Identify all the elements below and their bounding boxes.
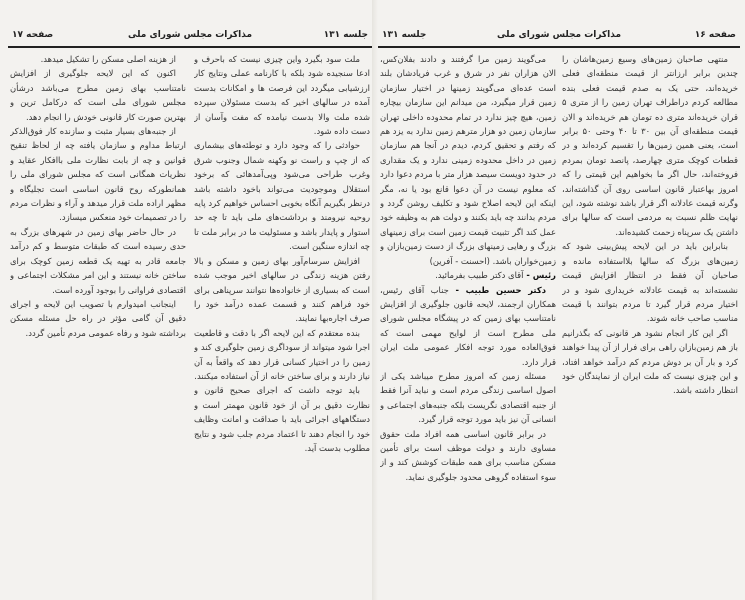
- paragraph: باید توجه داشت که اجرای صحیح قانون و نظارت دقیق بر آن از خود قانون مهمتر است و دستگاههای اجرائی باید با صداقت و امانت وظایف خود را انجام دهند تا اعتماد مردم جلب شود و نتایج مطلوب بدست آید.: [194, 385, 370, 453]
- paragraph: افزایش سرسام‌آور بهای زمین و مسکن و بالا رفتن هزینه زندگی در سالهای اخیر موجب شده است که بسیاری از خانواده‌ها نتوانند سرپناهی برای خود فراهم کنند و قسمت عمده درآمد خود را صرف اجاره‌بها نمایند.: [194, 255, 370, 324]
- page-number: صفحه ۱۶: [694, 30, 736, 40]
- paragraph: در برابر قانون اساسی همه افراد ملت حقوق مساوی دارند و دولت موظف است برای تأمین مسکن مناسب برای همه طبقات کوشش کند و از سوء استفاده گروهی محدود جلوگیری نماید.: [380, 428, 556, 482]
- paragraph: در حال حاضر بهای زمین در شهرهای بزرگ به حدی رسیده است که طبقات متوسط و کم درآمد جامعه قادر به تهیه یک قطعه زمین کوچک برای ساختن خانه نیستند و این امر مشکلات اجتماعی و اقتصادی فراوانی را بوجود آورده است.: [10, 226, 186, 295]
- text-column-left: [380, 52, 556, 592]
- page-number: صفحه ۱۷: [12, 30, 54, 40]
- paragraph: اکنون که این لایحه جلوگیری از افزایش نامتناسب بهای زمین مطرح می‌باشد درشأن مجلس شورای ملی است که درکامل ترین و بهترین صورت کار قانونی خودش را انجام دهد.: [10, 68, 186, 122]
- text-column-left: [10, 52, 186, 592]
- paragraph: اگر این کار انجام نشود هر قانونی که بگذرانیم باز هم زمین‌بازان راهی برای فرار از آن پیدا خواهند کرد و بار آن بر دوش مردم کم درآمد خواهد افتاد، و این چیزی نیست که ملت ایران از نمایندگان خود انتظار داشته باشد.: [562, 327, 738, 396]
- text-column-right: [562, 52, 738, 592]
- paragraph: از هزینه اصلی مسکن را تشکیل میدهد.: [40, 54, 176, 64]
- speech-text: آقای دکتر طبیب بفرمائید.: [435, 270, 524, 281]
- speaker-name: رئیس -: [523, 270, 556, 281]
- text-column-right: [194, 52, 370, 592]
- page-header: [8, 30, 372, 44]
- speech-text: جناب آقای رئیس، همکاران ارجمند، لایحه قانون جلوگیری از افزایش نامتناسب بهای زمین که در پیشگاه مجلس شورای ملی مطرح است از لوایح مهمی است که فوق‌العاده مورد توجه افکار عمومی ملت ایران قرار دارد.: [380, 284, 556, 367]
- paragraph: مسئله زمین که امروز مطرح میباشد یکی از اصول اساسی زندگی مردم است و نباید آنرا فقط از جنبه اقتصادی نگریست بلکه جنبه‌های اجتماعی و انسانی آن نیز باید مورد توجه قرار گیرد.: [380, 370, 556, 425]
- paragraph: حوادثی را که وجود دارد و توطئه‌های بیشماری که از چپ و راست نو وکهنه شمال وجنوب شرق وغرب طراحی می‌شود وپی‌آمدهائی که برخود استقلال وموجودیت می‌تواند باخود داشته باشد درنظر بگیریم آنگاه بخوبی احساس خواهیم کرد پایه روحیه نیرومند و برداشت‌های ملی باید تا چه حد استوار و پایدار باشد و مسئولیت ما در برابر ملت تا چه اندازه سنگین است.: [194, 140, 370, 252]
- running-title: مذاکرات مجلس شورای ملی: [496, 30, 622, 40]
- speaker-name: دکتر حسین طبیب -: [448, 284, 546, 295]
- paragraph: بنده معتقدم که این لایحه اگر با دقت و قاطعیت اجرا شود میتواند از سوداگری زمین جلوگیری کند و زمین را در اختیار کسانی قرار دهد که واقعاً به آن نیاز دارند و برای ساختن خانه از آن استفاده میکنند.: [194, 327, 370, 381]
- paragraph: از جنبه‌های بسیار مثبت و سازنده کار فوق‌الذکر ارتباط مداوم و سازمان یافته چه از لحاظ تنقیح قوانین و چه از بابت نظارت ملی باافکار عقاید و نظریات همگانی است که مجلس شورای ملی را همانطورکه روح قانون اساسی است تجلیگاه و مظهر اراده ملت قرار میدهد و آراء و نظرات مردم را در تصمیمات خود منعکس میسازد.: [10, 126, 186, 223]
- page-header: [378, 30, 740, 44]
- paragraph: می‌گویند زمین مرا گرفتند و دادند بفلان‌کس، الان هزاران نفر در شرق و غرب فریادشان بلند است عده‌ای می‌گویند زمینها در اختیار سازمان زمین قرار میگیرد، من میدانم این سازمان بیچاره زمین، هیچ چیز ندارد در تمام محدوده داخلی تهران سازمان زمین دو هزار مترهم زمین ندارد به یزد هم که رفتم و تحقیق کردم، دیدم در آنجا هم سازمان زمین در داخل محدوده زمینی ندارد و یک مقداری در حدود دویست سیصد هزار متر با مردم دعوا دارد که معلوم نیست در آن دعوا قانع بود یا نه، مگر اینکه این لایحه اصلاح شود و تکلیف روشن گردد و مردم بدانند چه باید بکنند و دولت هم به وظیفه خود عمل کند اگر تثبیت قیمت زمین است برای زمینهای بزرگ و رهایی زمینهای بزرگ از دست زمین‌بازان و زمین‌خواران باشد. (احسنت - آفرین): [380, 54, 556, 266]
- session-number: جلسه ۱۳۱: [382, 30, 427, 40]
- speaker-paragraph: [380, 283, 556, 369]
- left-page: [8, 0, 372, 600]
- right-page: [378, 0, 740, 600]
- paragraph-group: [380, 369, 556, 484]
- speaker-paragraph: [380, 268, 556, 282]
- running-title: مذاکرات مجلس شورای ملی: [127, 30, 253, 40]
- header-rule: [378, 46, 740, 48]
- header-rule: [8, 46, 372, 48]
- paragraph: منتهی صاحبان زمین‌های وسیع زمین‌هاشان را چندین برابر ارزانتر از قیمت منطقه‌ای فعلی خریده‌اند، حتی یک به صدم قیمت فعلی بنده مطالعه کردم دراطراف تهران زمین را از متری ۵ قران خریده‌اند متری ده تومان هم خریده‌اند و الان قیمت منطقه‌ای آن بین ۳۰ تا ۴۰ وحتی ۵۰ برابر است، یعنی همین زمین‌ها را تقسیم کرده‌اند و در قطعات کوچک متری چهارصد، پانصد تومان بمردم فروخته‌اند، حال اگر ما بخواهیم این قیمتی را که امروز بهاعتبار قانون اساسی روی آن گذاشته‌اند، وگرنه قیمت عادلانه اگر قرار باشد نوشته شود، این نهایت ظلم نسبت به مردمی است که سالها برای داشتن یک سرپناه زحمت کشیده‌اند.: [562, 54, 738, 237]
- paragraph: بنابراین باید در این لایحه پیش‌بینی شود که زمین‌های بزرگ که سالها بلااستفاده مانده و صاحبان آن فقط در انتظار افزایش قیمت نشسته‌اند به قیمت عادلانه خریداری شود و در اختیار مردم قرار گیرد تا مردم بتوانند با قیمت مناسب صاحب خانه شوند.: [562, 241, 738, 324]
- paragraph-group: [380, 52, 556, 268]
- paragraph: اینجانب امیدوارم با تصویب این لایحه و اجرای دقیق آن گامی مؤثر در راه حل مسئله مسکن برداشته شود و رفاه عمومی مردم تأمین گردد.: [10, 298, 186, 338]
- paragraph: ملت سود بگیرد واین چیزی نیست که باحرف و ادعا سنجیده شود بلکه با کارنامه عملی ونتایج کار ارزشیابی میگردد این فرصت ها و امکانات بدست آمده در سالهای اخیر که بدست مسئولان سپرده شده ملت والا بدست نیامده که مفت وآسان از دست داده شود.: [194, 54, 370, 137]
- session-number: جلسه ۱۳۱: [323, 30, 368, 40]
